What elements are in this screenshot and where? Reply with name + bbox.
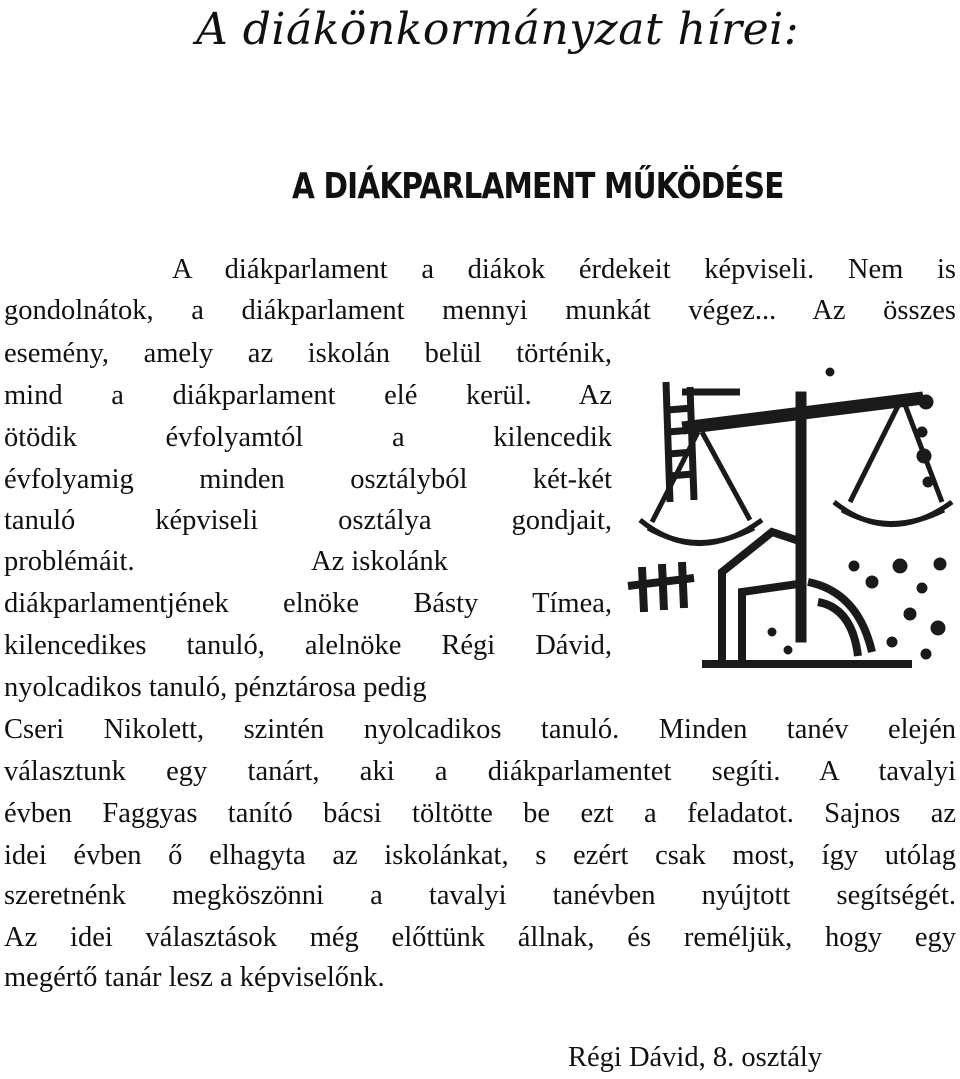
page-title: A diákönkormányzat hírei:: [196, 4, 800, 55]
article-line: ötödik évfolyamtól a kilencedik: [4, 422, 612, 453]
article-line: idei évben ő elhagyta az iskolánkat, s ezért csak most, így utólag: [4, 840, 956, 871]
justice-scales-icon: [622, 352, 956, 684]
article-line: választunk egy tanárt, aki a diákparlamentet segíti. A tavalyi: [4, 756, 956, 787]
article-line: szeretnénk megköszönni a tavalyi tanévben nyújtott segítségét.: [4, 880, 956, 911]
article-line: évfolyamig minden osztályból két-két: [4, 464, 612, 495]
article-line: nyolcadikos tanuló, pénztárosa pedig: [4, 672, 427, 703]
article-line: megértő tanár lesz a képviselőnk.: [4, 962, 385, 993]
article-line: Az iskolánk: [311, 546, 448, 577]
article-line: kilencedikes tanuló, alelnöke Régi Dávid,: [4, 630, 612, 661]
article-line: esemény, amely az iskolán belül történik,: [4, 338, 612, 369]
article-line: problémáit.: [4, 546, 135, 577]
article-line: Cseri Nikolett, szintén nyolcadikos tanuló. Minden tanév elején: [4, 714, 956, 745]
article-line: tanuló képviseli osztálya gondjait,: [4, 505, 612, 536]
article-heading: A DIÁKPARLAMENT MŰKÖDÉSE: [292, 166, 784, 207]
article-line: diákparlamentjének elnöke Básty Tímea,: [4, 588, 612, 619]
article-line: A diákparlament a diákok érdekeit képviseli. Nem is: [172, 254, 956, 285]
article-line: évben Faggyas tanító bácsi töltötte be ezt a feladatot. Sajnos az: [4, 798, 956, 829]
article-line: mind a diákparlament elé kerül. Az: [4, 380, 612, 411]
article-line: Az idei választások még előttünk állnak, és reméljük, hogy egy: [4, 922, 956, 953]
article-line: gondolnátok, a diákparlament mennyi munkát végez... Az összes: [4, 295, 956, 326]
author-signature: Régi Dávid, 8. osztály: [568, 1042, 823, 1073]
